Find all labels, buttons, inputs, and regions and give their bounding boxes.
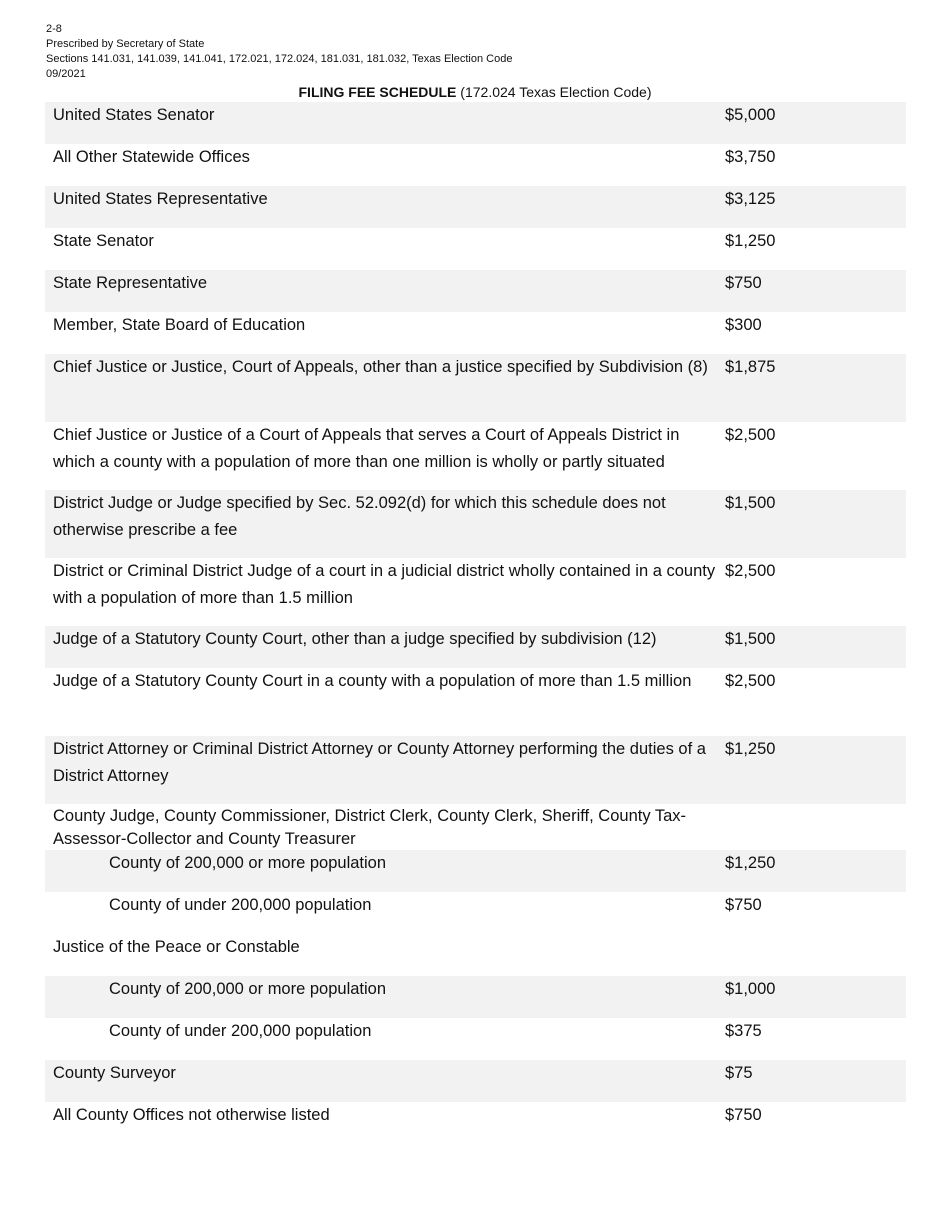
office-label: All Other Statewide Offices <box>53 148 250 166</box>
code-sections: Sections 141.031, 141.039, 141.041, 172.021, 172.024, 181.031, 181.032, Texas Election Code <box>46 53 513 65</box>
table-row <box>45 228 906 270</box>
fee-value: $3,125 <box>725 190 776 208</box>
table-group-heading <box>45 934 906 976</box>
fee-value: $750 <box>725 896 762 914</box>
office-group-label: County Judge, County Commissioner, District Clerk, County Clerk, Sheriff, County Tax-Assessor-Collector and County Treasurer <box>53 807 687 848</box>
fee-table <box>45 102 906 1144</box>
office-label: County of 200,000 or more population <box>109 980 387 998</box>
table-row <box>45 1060 906 1102</box>
fee-value: $750 <box>725 274 762 292</box>
fee-value: $2,500 <box>725 672 776 690</box>
table-row <box>45 144 906 186</box>
table-row <box>45 186 906 228</box>
office-label: County of under 200,000 population <box>109 896 372 914</box>
table-row <box>45 312 906 354</box>
table-row <box>45 850 906 892</box>
office-label: District Judge or Judge specified by Sec. 52.092(d) for which this schedule does not otherwise prescribe a fee <box>53 494 666 539</box>
table-row <box>45 270 906 312</box>
fee-value: $300 <box>725 316 762 334</box>
office-label: United States Representative <box>53 190 268 208</box>
table-row <box>45 558 906 626</box>
office-label: County of under 200,000 population <box>109 1022 372 1040</box>
table-row <box>45 626 906 668</box>
table-row <box>45 422 906 490</box>
fee-value: $75 <box>725 1064 753 1082</box>
office-label: District Attorney or Criminal District Attorney or County Attorney performing the duties of a District Attorney <box>53 740 706 785</box>
office-label: County of 200,000 or more population <box>109 854 387 872</box>
table-row <box>45 102 906 144</box>
office-label: County Surveyor <box>53 1064 176 1082</box>
schedule-title <box>0 84 950 101</box>
fee-value: $1,250 <box>725 232 776 250</box>
fee-value: $1,500 <box>725 494 776 512</box>
fee-value: $1,000 <box>725 980 776 998</box>
fee-value: $1,250 <box>725 740 776 758</box>
office-label: Chief Justice or Justice of a Court of Appeals that serves a Court of Appeals District in which a county with a population of more than one million is wholly or partly situated <box>53 426 680 471</box>
document-header <box>46 22 512 82</box>
table-row <box>45 976 906 1018</box>
office-label: Member, State Board of Education <box>53 316 306 334</box>
office-label: All County Offices not otherwise listed <box>53 1106 330 1124</box>
page-number: 2-8 <box>46 23 62 35</box>
table-row <box>45 736 906 804</box>
table-row <box>45 892 906 934</box>
fee-value: $1,875 <box>725 358 776 376</box>
fee-value: $3,750 <box>725 148 776 166</box>
prescribed-by: Prescribed by Secretary of State <box>46 38 205 50</box>
table-row <box>45 1018 906 1060</box>
table-group-heading <box>45 804 906 850</box>
fee-value: $2,500 <box>725 426 776 444</box>
office-label: Judge of a Statutory County Court, other than a judge specified by subdivision (12) <box>53 630 657 648</box>
office-label: Judge of a Statutory County Court in a county with a population of more than 1.5 million <box>53 672 692 690</box>
fee-value <box>717 804 906 850</box>
fee-value: $2,500 <box>725 562 776 580</box>
fee-value: $5,000 <box>725 106 776 124</box>
office-group-label: Justice of the Peace or Constable <box>53 938 300 956</box>
office-label: State Senator <box>53 232 154 250</box>
table-row <box>45 354 906 422</box>
office-label: State Representative <box>53 274 208 292</box>
table-row <box>45 1102 906 1144</box>
table-row <box>45 668 906 736</box>
form-date: 09/2021 <box>46 68 86 80</box>
fee-value: $1,250 <box>725 854 776 872</box>
fee-value: $1,500 <box>725 630 776 648</box>
fee-value: $750 <box>725 1106 762 1124</box>
office-label: United States Senator <box>53 106 215 124</box>
office-label: District or Criminal District Judge of a court in a judicial district wholly contained in a county with a population of more than 1.5 million <box>53 562 716 607</box>
fee-value: $375 <box>725 1022 762 1040</box>
schedule-title-citation: (172.024 Texas Election Code) <box>456 84 652 100</box>
table-row <box>45 490 906 558</box>
office-label: Chief Justice or Justice, Court of Appeals, other than a justice specified by Subdivision (8) <box>53 358 708 376</box>
fee-value <box>717 934 906 976</box>
schedule-title-bold: FILING FEE SCHEDULE <box>298 84 457 100</box>
